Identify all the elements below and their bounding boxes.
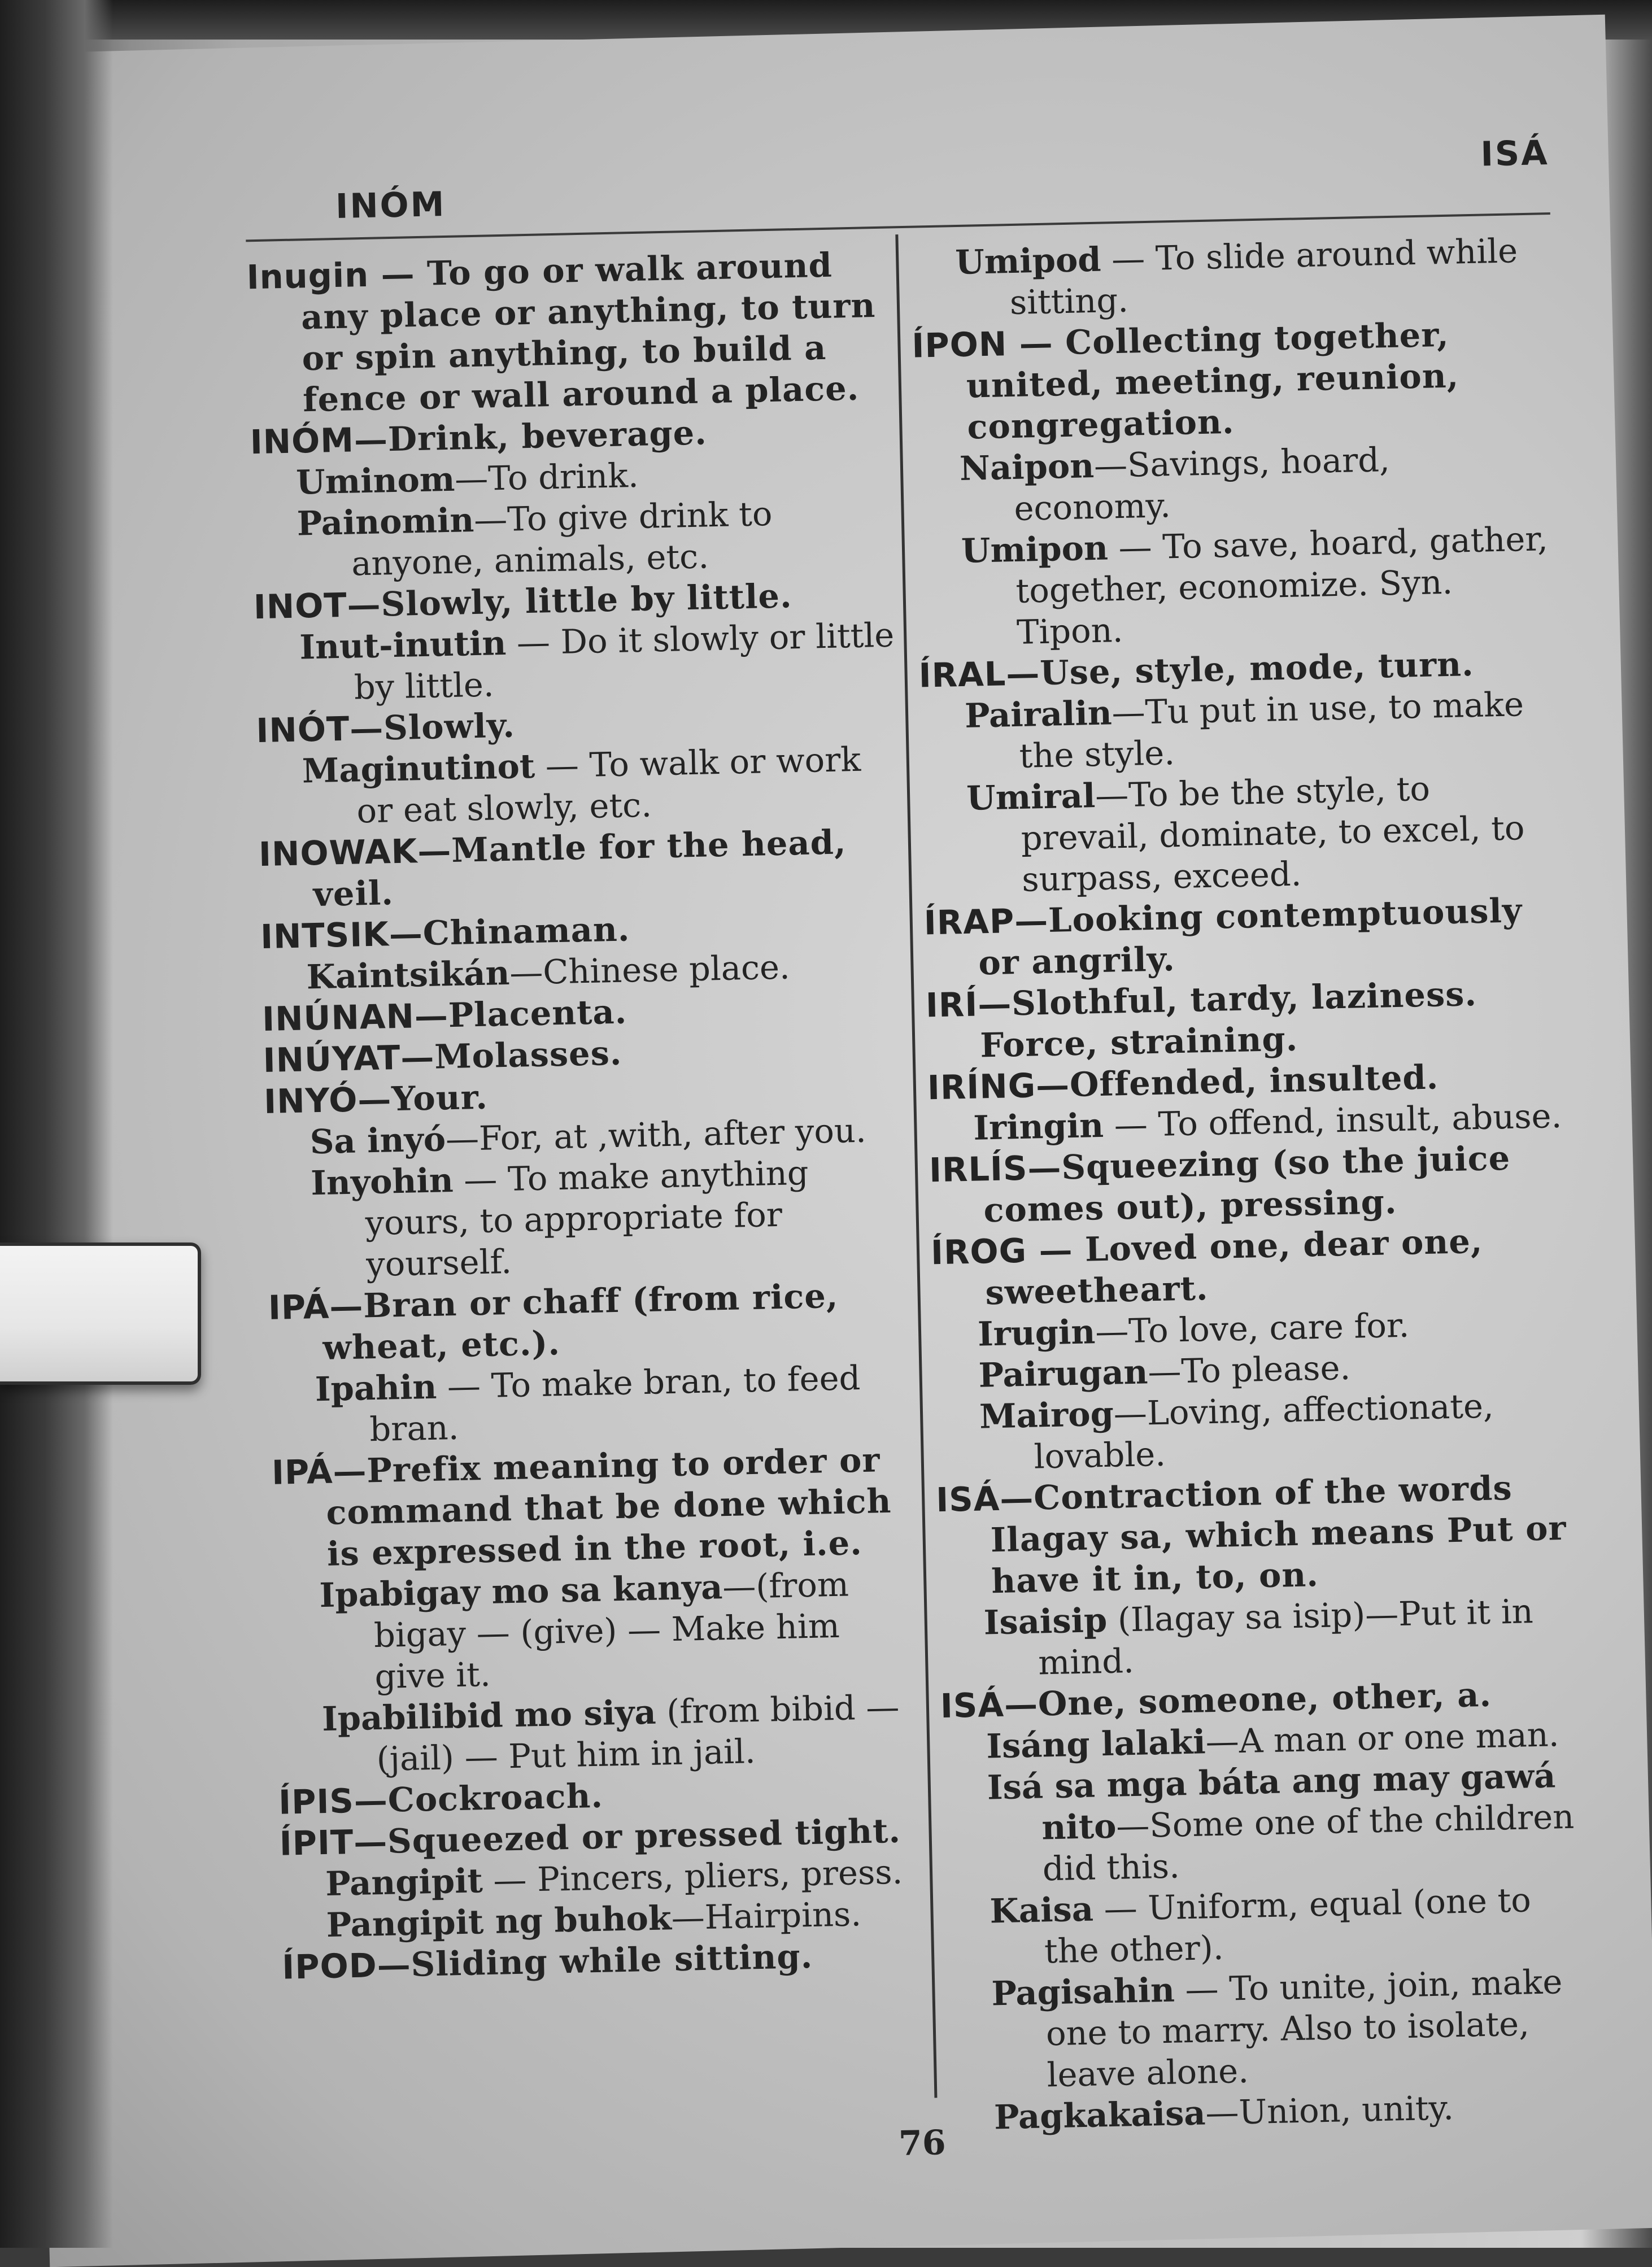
main-entry xyxy=(930,1219,1570,1315)
headword: Umiral xyxy=(966,776,1096,818)
headword: Umipon xyxy=(961,528,1109,570)
separator: — xyxy=(722,1566,757,1607)
definition: Cockroach. xyxy=(387,1776,604,1820)
definition: Mantle for the head, veil. xyxy=(312,822,847,914)
separator: — xyxy=(1093,445,1128,485)
subentry xyxy=(919,683,1559,779)
definition: Loved one, dear one, sweetheart. xyxy=(984,1221,1483,1313)
definition: To offend, insult, abuse. xyxy=(1157,1096,1562,1144)
headword: INÓM xyxy=(250,420,355,462)
separator: — xyxy=(389,914,424,954)
headword: Pagisahin xyxy=(991,1970,1175,2013)
headword: IRÍ xyxy=(925,984,978,1025)
headword: Pairalin xyxy=(964,693,1113,735)
main-entry xyxy=(271,1438,917,1576)
headword: Uminom xyxy=(295,459,455,502)
definition: To make bran, to feed bran. xyxy=(369,1358,861,1449)
definition: Squeezing (so the juice comes out), pressing. xyxy=(983,1138,1511,1230)
main-entry xyxy=(246,243,893,421)
headword: INÚNAN xyxy=(261,996,415,1039)
subentry xyxy=(265,1150,912,1287)
definition: Chinese place. xyxy=(542,947,791,992)
subentry xyxy=(910,229,1550,325)
separator: — xyxy=(1147,1352,1182,1392)
headword: Isá sa mga báta ang may gawá nito xyxy=(987,1756,1556,1847)
headword: ISÁ xyxy=(935,1479,1001,1520)
main-entry xyxy=(936,1466,1576,1603)
headword: Kaisa xyxy=(989,1889,1094,1931)
definition: Loving, affectionate, lovable. xyxy=(1033,1386,1494,1476)
definition: Some one of the children did this. xyxy=(1042,1797,1575,1889)
definition: Collecting together, united, meeting, reunion, congregation. xyxy=(966,315,1459,447)
separator: — xyxy=(509,952,543,992)
separator: — xyxy=(368,254,428,294)
definition: Tu put in use, to make the style. xyxy=(1019,685,1524,775)
headword: Pairugan xyxy=(978,1352,1149,1395)
definition: To unite, join, make one to marry. Also to isolate, leave alone. xyxy=(1045,1962,1563,2095)
headword: INÓT xyxy=(255,709,350,751)
headword: Kaintsikán xyxy=(306,953,511,997)
separator: — xyxy=(1113,1393,1148,1433)
subentry xyxy=(941,1754,1582,1891)
definition: To be the style, to prevail, dominate, to excel, to surpass, exceed. xyxy=(1021,769,1525,899)
headword: IPÁ xyxy=(268,1287,330,1327)
subentry xyxy=(946,1960,1586,2098)
definition: Offended, insulted. xyxy=(1069,1057,1439,1105)
separator: — xyxy=(445,1119,480,1159)
headword: Irugin xyxy=(977,1312,1096,1354)
definition: Do it slowly or little by little. xyxy=(354,615,895,707)
separator: — xyxy=(482,1860,538,1900)
headword: IRÍNG xyxy=(927,1066,1036,1108)
headword: INYÓ xyxy=(263,1080,359,1122)
headword: Umipod xyxy=(954,239,1102,282)
separator: — xyxy=(329,1286,364,1326)
headword: INOWAK xyxy=(258,831,419,874)
separator: — xyxy=(354,420,389,460)
separator: — xyxy=(357,1079,393,1119)
headword: Inut-inutin xyxy=(299,623,507,667)
separator xyxy=(1106,1601,1118,1640)
subentry xyxy=(251,490,897,586)
separator: — xyxy=(1205,2092,1240,2133)
main-entry xyxy=(268,1274,913,1370)
definition: Sliding while sitting. xyxy=(410,1936,813,1984)
headword: ÍROG xyxy=(930,1231,1027,1272)
definition: To please. xyxy=(1180,1348,1351,1391)
headword: Inyohin xyxy=(310,1161,454,1203)
page-content xyxy=(243,77,1602,2194)
headword: INTSIK xyxy=(260,914,390,957)
running-head-right: ISÁ xyxy=(1480,133,1550,175)
subentry xyxy=(256,738,902,834)
definition: Your. xyxy=(391,1077,489,1119)
separator: — xyxy=(1174,1969,1230,2009)
separator: — xyxy=(1014,900,1049,941)
subentry xyxy=(276,1686,922,1782)
headword: Sa inyó xyxy=(310,1119,446,1162)
headword: Isáng lalaki xyxy=(986,1722,1206,1766)
headword: Ipahin xyxy=(315,1367,437,1409)
definition: Union, unity. xyxy=(1238,2088,1454,2132)
definition: Placenta. xyxy=(448,992,627,1035)
separator: — xyxy=(452,1159,508,1200)
subentry xyxy=(914,435,1554,531)
definition: (from bibid — (jail) — Put him in jail. xyxy=(376,1687,900,1779)
left-column xyxy=(246,243,926,1987)
definition: To slide around while sitting. xyxy=(1009,231,1518,322)
definition: (from bigay — (give) — Make him give it. xyxy=(373,1564,849,1697)
separator: — xyxy=(1108,527,1163,568)
headword: Mairog xyxy=(979,1394,1114,1436)
subentry xyxy=(254,614,900,710)
main-entry xyxy=(929,1136,1568,1232)
headword: ÍPIT xyxy=(279,1822,354,1863)
headword: ÍPON xyxy=(911,324,1008,365)
headword: INOT xyxy=(253,585,348,627)
definition: To give drink to anyone, animals, etc. xyxy=(351,494,773,583)
definition: To save, hoard, gather, together, economize. Syn. Tipon. xyxy=(1015,519,1549,652)
separator: — xyxy=(1006,323,1066,364)
definition: To make anything yours, to appropriate for yourself. xyxy=(365,1153,809,1284)
separator: — xyxy=(346,585,382,625)
subentry xyxy=(938,1590,1578,1686)
headword: Isaisip xyxy=(983,1600,1108,1642)
definition: Prefix meaning to order or command that be done which is expressed in the root, i.e. xyxy=(325,1440,892,1573)
headword: Painomin xyxy=(297,500,474,543)
headword: Inugin xyxy=(246,255,369,297)
page-number: 76 xyxy=(898,2123,947,2164)
definition: Slothful, tardy, laziness. Force, straining. xyxy=(979,974,1477,1065)
separator: — xyxy=(454,459,489,499)
separator: — xyxy=(1103,1104,1159,1145)
headword: Iringin xyxy=(973,1105,1104,1148)
definition: Pincers, pliers, press. xyxy=(537,1852,903,1899)
main-entry xyxy=(925,971,1565,1067)
separator: — xyxy=(670,1897,705,1938)
separator: — xyxy=(400,1037,435,1077)
headword: Maginutinot xyxy=(302,746,535,791)
separator: — xyxy=(473,499,508,539)
separator: — xyxy=(353,1821,388,1861)
separator: — xyxy=(1004,1684,1039,1724)
separator: — xyxy=(354,1780,389,1820)
definition: Squeezed or pressed tight. xyxy=(387,1811,901,1861)
separator xyxy=(656,1692,667,1731)
definition: Looking contemptuously or angrily. xyxy=(978,891,1523,983)
headword: ISÁ xyxy=(940,1685,1005,1726)
separator: — xyxy=(1027,1148,1062,1188)
subentry xyxy=(916,518,1556,655)
separator: — xyxy=(1115,1806,1150,1846)
separator: — xyxy=(1100,238,1156,279)
definition: To drink. xyxy=(487,455,639,498)
subentry xyxy=(269,1356,915,1452)
definition: Hairpins. xyxy=(704,1894,862,1937)
separator: — xyxy=(1093,1888,1149,1929)
main-entry xyxy=(912,312,1552,449)
separator: — xyxy=(1095,775,1129,816)
main-entry xyxy=(923,889,1563,985)
headword: Pagkakaisa xyxy=(993,2093,1206,2137)
definition: Bran or chaff (from rice, wheat, etc.). xyxy=(322,1276,839,1367)
bookmark-tab xyxy=(0,1243,201,1385)
definition: Slowly, little by little. xyxy=(380,576,793,624)
main-entry xyxy=(258,820,904,916)
definition: Use, style, mode, turn. xyxy=(1039,644,1475,693)
subentry xyxy=(934,1384,1573,1480)
separator: — xyxy=(977,984,1012,1024)
definition: (Ilagay sa isip)—Put it in mind. xyxy=(1038,1592,1534,1682)
definition: Uniform, equal (one to the other). xyxy=(1044,1880,1532,1971)
subentry xyxy=(944,1878,1584,1974)
separator: — xyxy=(436,1366,492,1406)
right-column xyxy=(910,229,1588,2139)
definition: Molasses. xyxy=(434,1033,622,1076)
definition: One, someone, other, a. xyxy=(1038,1675,1492,1724)
headword: ÍPIS xyxy=(278,1781,355,1822)
separator: — xyxy=(349,708,384,748)
definition: Slowly. xyxy=(383,705,516,748)
separator: — xyxy=(1111,692,1146,733)
definition: Savings, hoard, economy. xyxy=(1013,440,1391,528)
separator: — xyxy=(1026,1230,1086,1270)
definition: To go or walk around any place or anything, to turn or spin anything, to build a fence or wall around a place. xyxy=(300,245,876,420)
headword: Naipon xyxy=(959,446,1095,488)
headword: IPÁ xyxy=(271,1451,334,1492)
separator: — xyxy=(332,1451,368,1491)
separator: — xyxy=(505,622,561,662)
running-head-left: INÓM xyxy=(335,184,447,226)
separator: — xyxy=(1005,653,1041,694)
headword: Pangipit xyxy=(325,1861,483,1904)
definition: To walk or work or eat slowly, etc. xyxy=(356,739,861,831)
headword: Ipabigay mo sa kanya xyxy=(319,1567,723,1615)
definition: Chinaman. xyxy=(422,909,630,953)
headword: IRLÍS xyxy=(929,1148,1028,1190)
separator: — xyxy=(534,745,590,786)
definition: Drink, beverage. xyxy=(387,413,708,459)
subentry xyxy=(921,765,1562,903)
subentry xyxy=(274,1562,920,1699)
headword: Pangipit ng buhok xyxy=(326,1898,672,1945)
separator: — xyxy=(1095,1311,1129,1352)
headword: ÍPOD xyxy=(281,1946,378,1987)
definition: A man or one man. xyxy=(1238,1715,1560,1761)
separator: — xyxy=(999,1478,1035,1518)
separator: — xyxy=(414,996,449,1036)
definition: Contraction of the words Ilagay sa, which means Put or have it in, to, on. xyxy=(990,1468,1567,1601)
book-spine xyxy=(0,0,113,2248)
definition: For, at ,with, after you. xyxy=(478,1110,867,1158)
separator: — xyxy=(1205,1721,1240,1762)
separator: — xyxy=(376,1945,412,1985)
headword: ÍRAL xyxy=(918,654,1007,695)
headword: Ipabilibid mo siya xyxy=(321,1692,657,1739)
headword: ÍRAP xyxy=(923,901,1015,943)
definition: To love, care for. xyxy=(1128,1305,1410,1351)
separator: — xyxy=(417,830,452,871)
separator: — xyxy=(1035,1065,1070,1105)
headword: INÚYAT xyxy=(262,1037,402,1080)
